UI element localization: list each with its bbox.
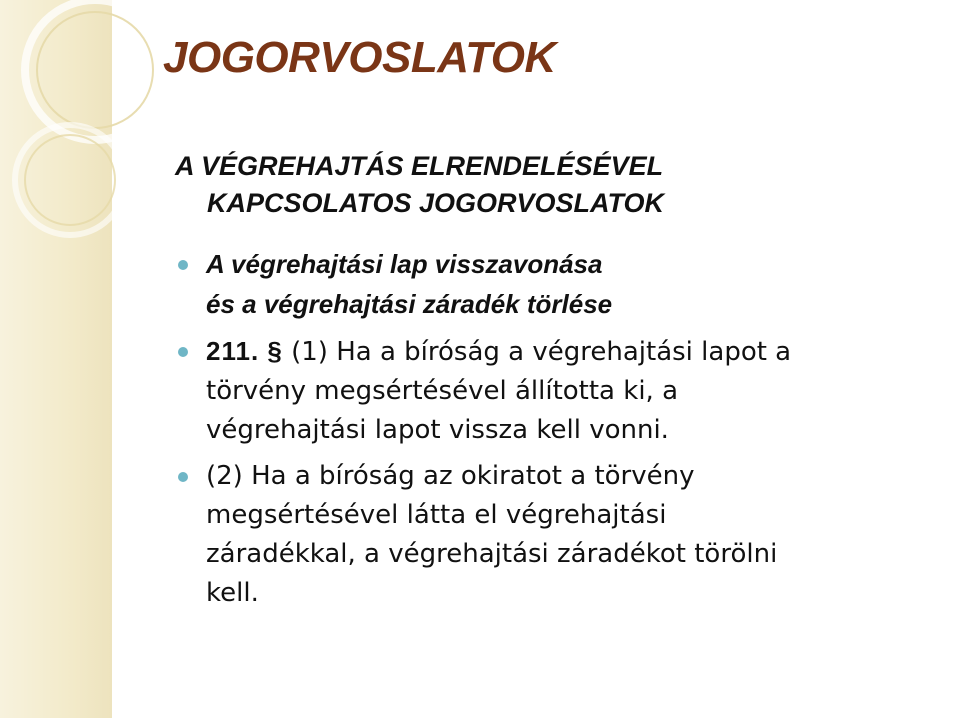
bullet-list	[178, 244, 938, 620]
bullet-dot-icon	[178, 347, 188, 357]
section-2-line-1: (2) Ha a bíróság az okiratot a törvény	[206, 461, 695, 491]
bullet-heading-line-2: és a végrehajtási záradék törlése	[206, 289, 613, 319]
slide-title: JOGORVOSLATOK	[163, 33, 556, 82]
decorative-circles	[0, 0, 160, 260]
section-1-line-1-text: (1) Ha a bíróság a végrehajtási lapot a	[282, 337, 792, 367]
subtitle-line-2: KAPCSOLATOS JOGORVOSLATOK	[207, 188, 665, 218]
slide-subtitle	[175, 148, 664, 222]
bullet-dot-icon	[178, 472, 188, 482]
section-1-line-2: törvény megsértésével állította ki, a	[206, 376, 678, 406]
section-1-line-3: végrehajtási lapot vissza kell vonni.	[206, 415, 669, 445]
subtitle-line-1: A VÉGREHAJTÁS ELRENDELÉSÉVEL	[175, 151, 664, 181]
section-2-line-2: megsértésével látta el végrehajtási	[206, 500, 667, 530]
bullet-heading-line-1: A végrehajtási lap visszavonása	[206, 249, 603, 279]
bullet-item-section-1	[178, 332, 938, 450]
section-2-line-3: záradékkal, a végrehajtási záradékot törölni	[206, 539, 778, 569]
bullet-dot-icon	[178, 260, 188, 270]
section-number: 211. §	[206, 336, 283, 366]
section-1-line-1	[206, 332, 938, 372]
bullet-item-heading	[178, 244, 938, 324]
section-2-line-4: kell.	[206, 578, 259, 608]
bullet-item-section-2	[178, 457, 938, 613]
